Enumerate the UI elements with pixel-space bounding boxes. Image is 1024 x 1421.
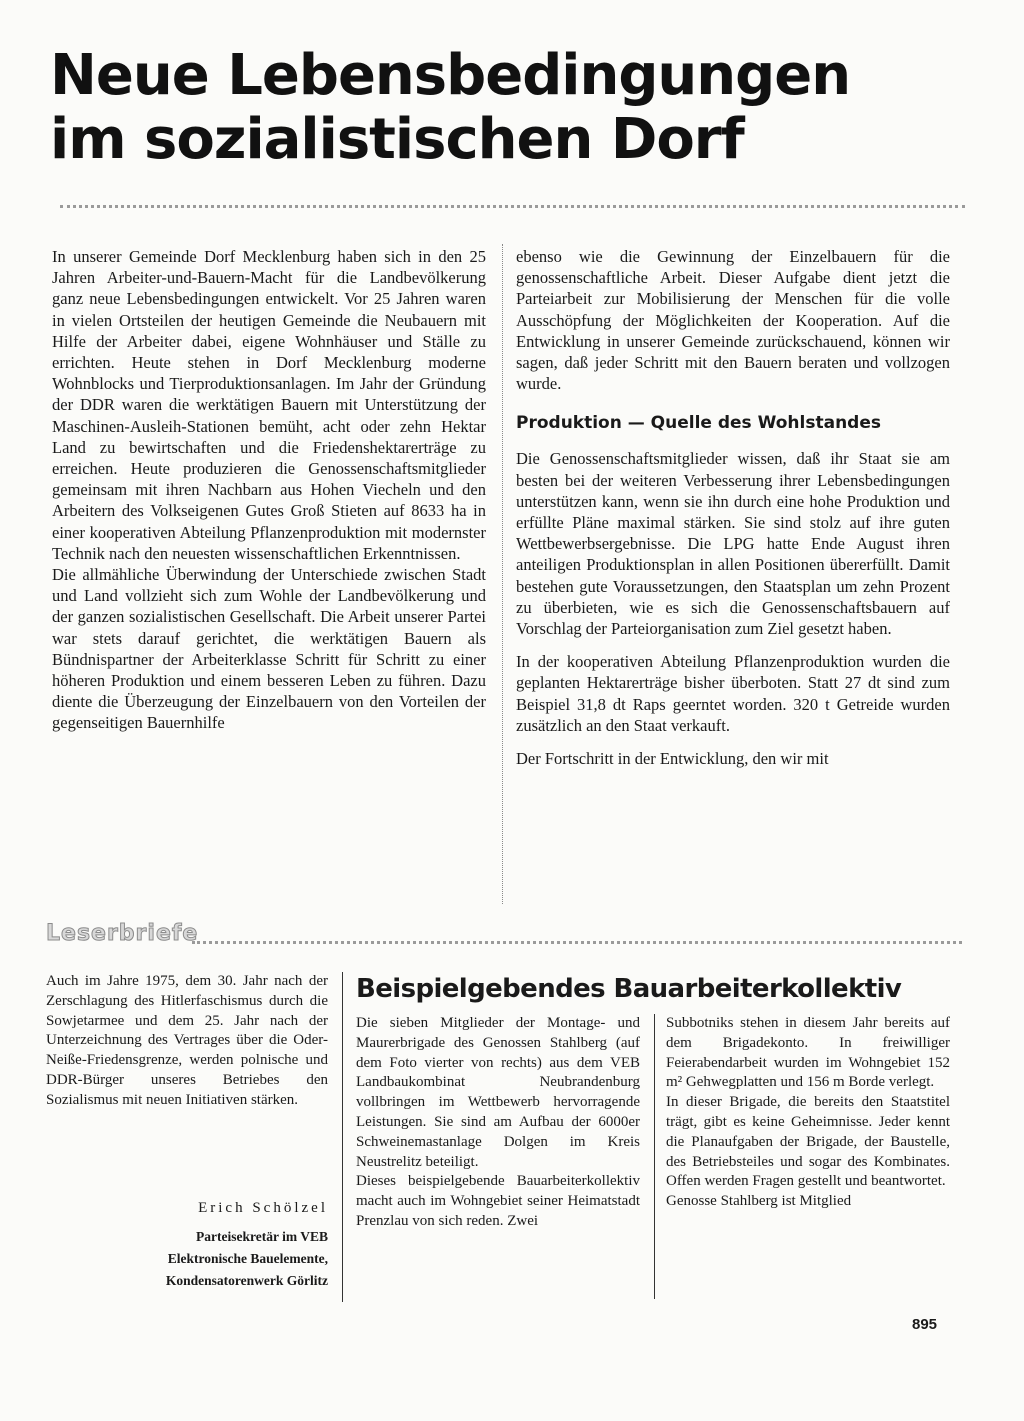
headline-divider	[60, 205, 965, 208]
brigade-paragraph: Dieses beispielgebende Bauarbeiterkollektiv macht auch im Wohngebiet seiner Heimatstadt Prenzlau von sich reden. Zwei	[356, 1173, 640, 1229]
article-paragraph: Die Genossenschaftsmitglieder wissen, daß ihr Staat sie am besten bei der weiteren Verbesserung ihrer Lebensbedingungen unterstützen kann, wenn sie ihn durch eine hohe Produktion und erfüllte Pläne maximal stärken. Sie sind stolz auf ihre guten Wettbewerbsergebnisse. Die LPG hatte Ende August ihren anteiligen Produktionsplan in allen Positionen übererfüllt. Damit bestehen gute Voraussetzungen, den Staatsplan um zehn Prozent zu überbieten, wie es sich die Genossenschaftsbauern auf Vorschlag der Parteiorganisation zum Ziel gesetzt haben.	[516, 449, 950, 639]
brigade-title: Beispielgebendes Bauarbeiterkollektiv	[356, 974, 902, 1004]
article-paragraph: ebenso wie die Gewinnung der Einzelbauern für die genossenschaftliche Arbeit. Dieser Aufgabe dient jetzt die Parteiarbeit zur Mobilisierung der Menschen für die volle Ausschöpfung der Möglichkeiten der Kooperation. Auf die Entwicklung in unserer Gemeinde zurückschauend, können wir sagen, daß jeder Schritt mit den Bauern beraten und vollzogen wurde.	[516, 247, 950, 394]
brigade-column-1	[356, 1014, 640, 1232]
brigade-paragraph: In dieser Brigade, die bereits den Staatstitel trägt, gibt es keine Geheimnisse. Jeder kennt die Planaufgaben der Brigade, der Baustelle, des Betriebsteiles und sogar des Kombinates. Offen werden Fragen gestellt und beantwortet.	[666, 1094, 950, 1190]
article-right-column	[516, 246, 950, 769]
brigade-column-2	[666, 1014, 950, 1212]
letter-divider	[342, 972, 343, 1302]
reader-letter	[46, 972, 328, 1111]
column-divider	[502, 244, 503, 904]
letter-author: Erich Schölzel	[198, 1200, 328, 1216]
section-divider	[192, 941, 962, 944]
article-paragraph: In der kooperativen Abteilung Pflanzenproduktion wurden die geplanten Hektarerträge bisher überboten. Statt 27 dt sind zum Beispiel 31,8 dt Raps geerntet worden. 320 t Getreide wurden zusätzlich an den Staat verkauft.	[516, 652, 950, 735]
article-paragraph: Der Fortschritt in der Entwicklung, den wir mit	[516, 749, 829, 769]
brigade-column-divider	[654, 1014, 655, 1299]
article-left-column	[52, 246, 486, 734]
author-role-line: Elektronische Bauelemente,	[167, 1251, 328, 1266]
author-role-line: Kondensatorenwerk Görlitz	[165, 1273, 328, 1288]
section-label-leserbriefe: Leserbriefe	[46, 921, 199, 946]
page-number: 895	[912, 1316, 938, 1333]
brigade-paragraph: Genosse Stahlberg ist Mitglied	[666, 1193, 852, 1210]
author-role-line: Parteisekretär im VEB	[196, 1229, 328, 1244]
article-paragraph: In unserer Gemeinde Dorf Mecklenburg haben sich in den 25 Jahren Arbeiter-und-Bauern-Macht für die Landbevölkerung ganz neue Lebensbedingungen entwickelt. Vor 25 Jahren waren in vielen Ortsteilen der heutigen Gemeinde die Neubauern mit Hilfe der Arbeiter dabei, eigene Wohnhäuser und Ställe zu errichten. Heute stehen in Dorf Mecklenburg moderne Wohnblocks und Tierproduktionsanlagen. Im Jahr der Gründung der DDR waren die werktätigen Bauern mit Unterstützung der Maschinen-Ausleih-Stationen bemüht, acht oder zehn Hektar Land zu bewirtschaften und die Friedenshektarerträge zu erreichen. Heute produzieren die Genossenschaftsmitglieder gemeinsam mit ihren Nachbarn aus Hohen Viecheln und den Arbeitern des Volkseigenen Gutes Groß Stieten auf 8633 ha in einer kooperativen Abteilung Pflanzenproduktion mit modernster Technik nach den neuesten wissenschaftlichen Erkenntnissen.	[52, 247, 486, 563]
headline-line-1: Neue Lebensbedingungen	[50, 43, 851, 108]
headline	[50, 44, 980, 172]
letter-text: Auch im Jahre 1975, dem 30. Jahr nach der Zerschlagung des Hitlerfaschismus durch die Sowjetarmee und dem 25. Jahr nach der Unterzeichnung des Vertrages über die Oder-Neiße-Friedensgrenze, werden polnische und DDR-Bürger unseres Betriebes den Sozialismus mit neuen Initiativen stärken.	[46, 973, 328, 1108]
brigade-paragraph: Subbotniks stehen in diesem Jahr bereits auf dem Brigadekonto. In freiwilliger Feierabendarbeit wurden im Wohngebiet 152 m² Gehwegplatten und 156 m Borde verlegt.	[666, 1015, 950, 1091]
headline-line-2: im sozialistischen Dorf	[50, 107, 744, 172]
article-paragraph: Die allmähliche Überwindung der Unterschiede zwischen Stadt und Land vollzieht sich zum Wohle der Landbevölkerung und der ganzen sozialistischen Gesellschaft. Die Arbeit unserer Partei war stets darauf gerichtet, die werktätigen Bauern als Bündnispartner der Arbeiterklasse Schritt für Schritt zu einer höheren Produktion und einem besseren Leben zu führen. Dazu diente die Überzeugung der Einzelbauern von den Vorteilen der gegenseitigen Bauernhilfe	[52, 565, 486, 733]
article-subheading: Produktion — Quelle des Wohlstandes	[516, 413, 881, 434]
letter-author-role	[46, 1226, 328, 1292]
brigade-paragraph: Die sieben Mitglieder der Montage- und Maurerbrigade des Genossen Stahlberg (auf dem Foto vierter von rechts) aus dem VEB Landbaukombinat Neubrandenburg vollbringen im Wettbewerb hervorragende Leistungen. Sie sind am Aufbau der 6000er Schweinemastanlage Dolgen im Kreis Neustrelitz beteiligt.	[356, 1015, 640, 1170]
